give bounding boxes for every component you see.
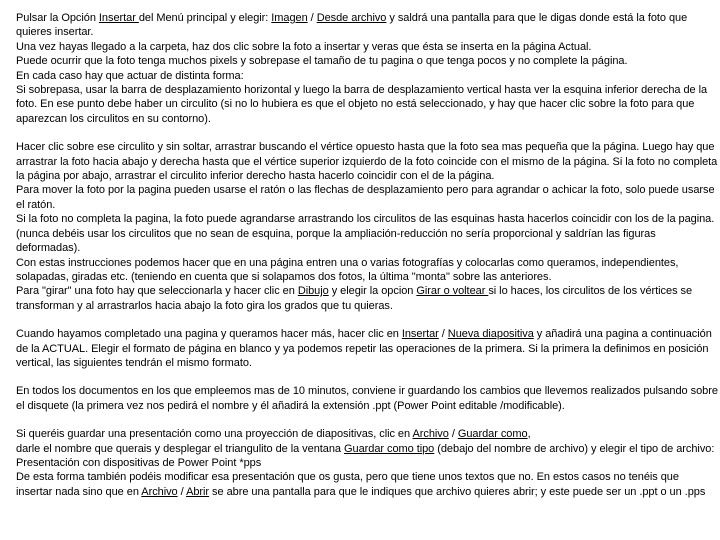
- text-run: Con estas instrucciones podemos hacer que en una página entren una o varias fotografías y colocarlas como queramos, independientes, solapadas, giradas etc. (teniendo en cuenta que si solapamos dos fotos, la última "monta" sobre las anteriores.: [16, 256, 679, 283]
- paragraph-spacer: [16, 413, 718, 427]
- text-line: [16, 284, 718, 313]
- paragraph-spacer: [16, 313, 718, 327]
- text-run: /: [438, 328, 448, 341]
- paragraph-spacer: [16, 370, 718, 384]
- text-run: ,: [527, 428, 531, 441]
- text-line: [16, 212, 718, 255]
- text-line: [16, 183, 718, 212]
- text-run: /: [448, 428, 458, 441]
- document-body: [16, 11, 718, 499]
- text-line: [16, 69, 718, 83]
- menu-reference: Archivo: [412, 428, 449, 441]
- text-line: [16, 54, 718, 68]
- text-line: [16, 83, 718, 126]
- text-line: [16, 327, 718, 370]
- text-run: Una vez hayas llegado a la carpeta, haz dos clic sobre la foto a insertar y veras que ésta se inserta en la página Actual.: [16, 40, 592, 53]
- menu-reference: Dibujo: [297, 285, 329, 298]
- text-run: del Menú principal y elegir:: [138, 12, 272, 24]
- text-line: [16, 40, 718, 54]
- text-run: En todos los documentos en los que empleemos mas de 10 minutos, conviene ir guardando los cambios que llevemos realizados pulsando sobre el disquete (la primera vez nos pedirá el nombre y él añadirá la extensión .ppt (Power Point editable /modificable).: [16, 385, 718, 412]
- paragraph-spacer: [16, 126, 718, 140]
- text-line: [16, 427, 718, 441]
- menu-reference: Insertar: [401, 328, 439, 341]
- text-run: Cuando hayamos completado una pagina y queramos hacer más, hacer clic en: [16, 328, 402, 341]
- text-line: [16, 384, 718, 413]
- text-run: y elegir la opcion: [328, 285, 417, 298]
- menu-reference: Abrir: [186, 485, 210, 498]
- text-run: si lo haces, los circulitos de los vértices se transforman y al arrastrarlos hacia abajo la foto gira los grados que tu quieras.: [16, 285, 693, 312]
- text-run: y saldrá una pantalla para que le digas donde está la foto que quieres insertar.: [16, 12, 688, 39]
- text-run: /: [307, 12, 317, 24]
- text-run: y añadirá una pagina a continuación de la ACTUAL. Elegir el formato de página en blanco y ya podemos repetir las operaciones de la primera. Si la primera la definimos en posición vertical, las siguientes tendrán el mismo formato.: [16, 328, 712, 369]
- text-run: Para "girar" una foto hay que seleccionarla y hacer clic en: [16, 285, 298, 298]
- text-run: Hacer clic sobre ese circulito y sin soltar, arrastrar buscando el vértice opuesto hasta que la foto sea mas pequeña que la página. Luego hay que arrastrar la foto hacia abajo y derecha hasta que el vértice superior izquierdo de la foto coincide con el mismo de la página. Si la foto no completa la página por abajo, arrastrar el circulito inferior derecho hasta hacerlo coincidir con el de la página.: [16, 141, 718, 183]
- text-line: [16, 140, 718, 183]
- text-run: Si sobrepasa, usar la barra de desplazamiento horizontal y luego la barra de desplazamiento vertical hasta ver la esquina inferior derecha de la foto. En ese punto debe haber un circulito (si no lo hubiera es que el objeto no está seleccionado, y hay que hacer clic sobre la foto para que aparezcan los circulitos en su contorno).: [16, 84, 708, 125]
- text-run: Puede ocurrir que la foto tenga muchos pixels y sobrepase el tamaño de tu pagina o que tenga pocos y no complete la página.: [16, 55, 628, 68]
- text-run: Para mover la foto por la pagina pueden usarse el ratón o las flechas de desplazamiento pero para agrandar o achicar la foto, solo puede usarse el ratón.: [16, 184, 715, 211]
- text-run: /: [177, 485, 187, 498]
- menu-reference: Guardar como tipo: [344, 442, 435, 455]
- menu-reference: Desde archivo: [316, 12, 387, 24]
- menu-reference: Nueva diapositiva: [447, 328, 534, 341]
- text-run: darle el nombre que querais y desplegar el triangulito de la ventana: [16, 442, 344, 455]
- menu-reference: Archivo: [141, 485, 178, 498]
- text-line: [16, 256, 718, 285]
- text-run: Si queréis guardar una presentación como una proyección de diapositivas, clic en: [16, 428, 413, 441]
- text-run: (debajo del nombre de archivo) y elegir el tipo de archivo: Presentación con dispositivas de Power Point *pps: [16, 442, 715, 469]
- text-run: Si la foto no completa la pagina, la foto puede agrandarse arrastrando los circulitos de las esquinas hasta hacerlos coincidir con los de la pagina. (nunca debéis usar los circulitos que no sean de esquina, porque la ampliación-reducción no sería proporcional y saldrían las figuras deformadas).: [16, 213, 715, 255]
- text-run: Pulsar la Opción: [16, 12, 99, 24]
- text-line: [16, 11, 718, 40]
- menu-reference: Girar o voltear: [416, 285, 489, 298]
- text-run: En cada caso hay que actuar de distinta forma:: [16, 69, 244, 82]
- menu-reference: Imagen: [271, 12, 308, 24]
- text-run: De esta forma también podéis modificar esa presentación que os gusta, pero que tiene unos textos que no. En estos casos no tenéis que insertar nada sino que en: [16, 471, 679, 498]
- text-line: [16, 470, 718, 499]
- text-run: se abre una pantalla para que le indiques que archivo quieres abrir; y este puede ser un .ppt o un .pps: [209, 485, 706, 498]
- menu-reference: Guardar como: [457, 428, 528, 441]
- text-line: [16, 442, 718, 471]
- menu-reference: Insertar: [98, 12, 139, 24]
